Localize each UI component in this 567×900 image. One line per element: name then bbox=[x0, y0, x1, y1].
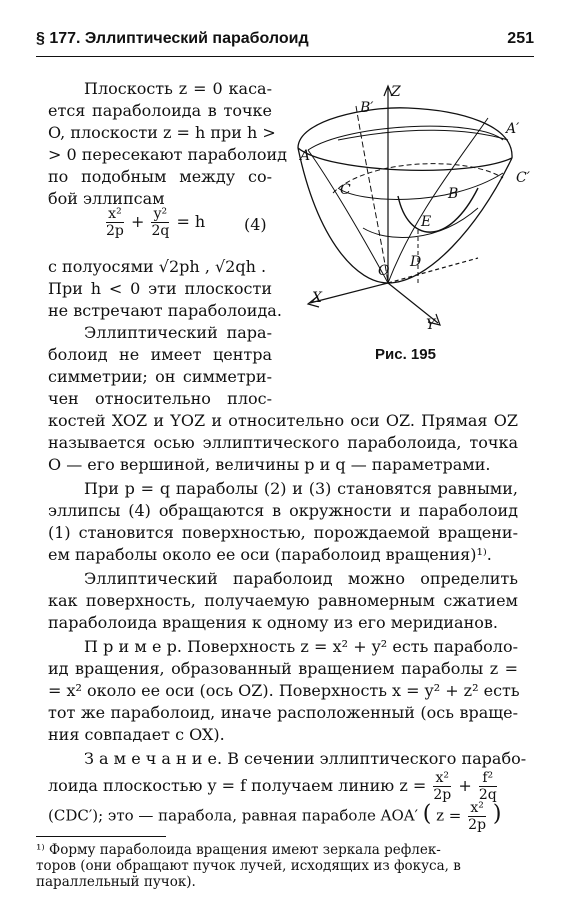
equation-number: (4) bbox=[244, 215, 267, 234]
body-line: как поверхность, получаемую равномерным сжатием bbox=[48, 591, 518, 610]
paraboloid-figure bbox=[288, 78, 532, 338]
running-header bbox=[36, 30, 534, 54]
body-line: Плоскость z = 0 каса- bbox=[84, 79, 272, 98]
rim-front bbox=[298, 148, 512, 170]
body-line: ем параболы около ее оси (параболоид вращения)¹⁾. bbox=[48, 545, 492, 564]
fraction: $\frac{\text{x²}}{2p}$ bbox=[433, 770, 452, 803]
remark-line-parabola: (CDC′); это — парабола, равная параболе AOA′ ( z = $\frac{\text{x²}}{2p}$ ) bbox=[48, 800, 502, 833]
body-line: эллипсы (4) обращаются в окружности и параболоид bbox=[48, 501, 518, 520]
label-B: B bbox=[448, 186, 459, 202]
footnote-line: параллельный пучок). bbox=[36, 874, 196, 890]
body-line: ид вращения, образованный вращением параболы z = bbox=[48, 659, 518, 678]
body-line: симметрии; он симметри- bbox=[48, 367, 272, 386]
body-line: ется параболоида в точке bbox=[48, 101, 272, 120]
body-line: тот же параболоид, иначе расположенный (ось враще- bbox=[48, 703, 518, 722]
body-line: ния совпадает с OX). bbox=[48, 725, 225, 744]
section-ellipse bbox=[338, 173, 503, 199]
figure-caption: Рис. 195 bbox=[375, 346, 436, 363]
fraction: $\frac{\text{x²}}{2p}$ bbox=[106, 206, 124, 239]
body-line: = x² около ее оси (ось OZ). Поверхность x = y² + z² есть bbox=[48, 681, 520, 700]
label-E: E bbox=[421, 214, 432, 230]
body-line: по подобным между со- bbox=[48, 167, 272, 186]
label-Z: Z bbox=[391, 84, 401, 100]
body-line: (1) становится поверхностью, порождаемой вращени- bbox=[48, 523, 518, 542]
rim-back bbox=[298, 108, 512, 158]
footnote-line: торов (они обращают пучок лучей, исходящих из фокуса, в bbox=[36, 858, 461, 874]
body-line: > 0 пересекают параболоид bbox=[48, 145, 287, 164]
fraction: $\frac{\text{x²}}{2p}$ bbox=[468, 800, 487, 833]
formula-4: $\frac{\text{x²}}{2p}$ + $\frac{\text{y²}}{2q}$ = h bbox=[106, 206, 206, 239]
body-line: болоид не имеет центра bbox=[48, 345, 272, 364]
body-line: чен относительно плос- bbox=[48, 389, 272, 408]
plane-trace bbox=[388, 258, 478, 283]
body-line: не встречают параболоида. bbox=[48, 301, 282, 320]
body-line: При h < 0 эти плоскости bbox=[48, 279, 272, 298]
header-rule bbox=[36, 56, 534, 57]
body-line: Эллиптический параболоид можно определить bbox=[84, 569, 518, 588]
label-O: O bbox=[378, 263, 390, 279]
label-A-prime: A′ bbox=[506, 121, 520, 137]
fraction: $\frac{\text{y²}}{2q}$ bbox=[151, 206, 170, 239]
body-line: При p = q параболы (2) и (3) становятся равными, bbox=[84, 479, 518, 498]
label-C: C bbox=[340, 182, 351, 198]
page-number: 251 bbox=[507, 30, 534, 47]
footnote-rule bbox=[36, 836, 166, 837]
body-line: параболоида вращения к одному из его меридианов. bbox=[48, 613, 498, 632]
meridian-A bbox=[388, 118, 488, 283]
label-Y: Y bbox=[426, 317, 436, 333]
body-line: костей XOZ и YOZ и относительно оси OZ. Прямая OZ bbox=[48, 411, 518, 430]
label-D: D bbox=[410, 254, 422, 270]
body-line: Эллиптический пара- bbox=[84, 323, 272, 342]
parabola-CDC bbox=[398, 188, 478, 232]
body-line: O, плоскости z = h при h > bbox=[48, 123, 276, 142]
body-line: З а м е ч а н и е. В сечении эллиптического парабо- bbox=[84, 749, 527, 768]
remark-line-formula: лоида плоскостью y = f получаем линию z = $\frac{\text{x²}}{2p}$ + $\frac{\text{f²}}{2q}$ bbox=[48, 770, 497, 803]
label-A: A bbox=[300, 148, 311, 164]
label-C-prime: C′ bbox=[516, 170, 530, 186]
section-title: § 177. Эллиптический параболоид bbox=[36, 30, 309, 47]
label-B-prime: B′ bbox=[360, 100, 374, 116]
label-X: X bbox=[312, 290, 322, 306]
body-line: с полуосями √2ph , √2qh . bbox=[48, 257, 267, 276]
body-line: бой эллипсам bbox=[48, 189, 165, 208]
body-line: O — его вершиной, величины p и q — параметрами. bbox=[48, 455, 491, 474]
body-line: называется осью эллиптического параболоида, точка bbox=[48, 433, 518, 452]
footnote-line: ¹⁾ Форму параболоида вращения имеют зеркала рефлек- bbox=[36, 842, 441, 858]
fraction: $\frac{\text{f²}}{2q}$ bbox=[478, 770, 497, 803]
body-line: П р и м е р. Поверхность z = x² + y² есть параболо- bbox=[84, 637, 518, 656]
